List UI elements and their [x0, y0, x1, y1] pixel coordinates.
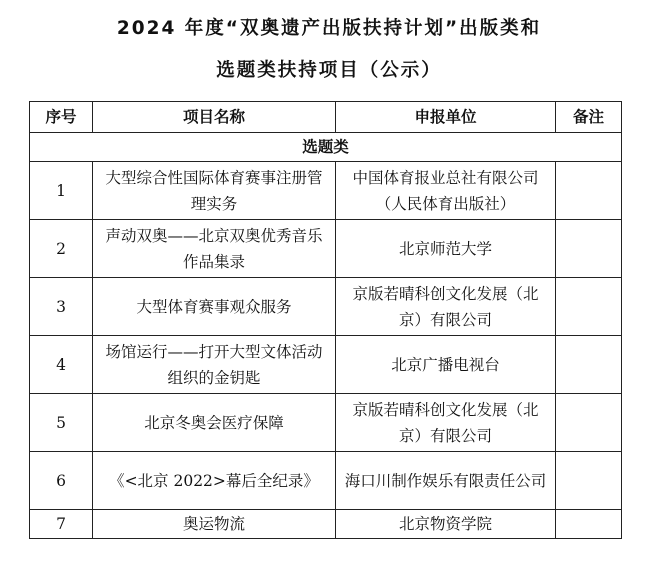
header-remarks: 备注	[556, 102, 622, 133]
table-row	[30, 394, 622, 452]
row-project-name: 声动双奥——北京双奥优秀音乐作品集录	[93, 220, 336, 278]
row-remarks	[556, 394, 622, 452]
document-title-line-2: 选题类扶持项目（公示）	[216, 60, 442, 81]
row-number: 6	[30, 452, 93, 510]
section-row	[30, 133, 622, 162]
row-number: 7	[30, 510, 93, 539]
row-remarks	[556, 162, 622, 220]
table-row	[30, 220, 622, 278]
row-applicant-unit: 北京物资学院	[336, 510, 556, 539]
header-applicant-unit: 申报单位	[336, 102, 556, 133]
row-remarks	[556, 220, 622, 278]
row-project-name: 场馆运行——打开大型文体活动组织的金钥匙	[93, 336, 336, 394]
row-remarks	[556, 278, 622, 336]
table-row	[30, 278, 622, 336]
row-number: 1	[30, 162, 93, 220]
row-number: 2	[30, 220, 93, 278]
section-label: 选题类	[30, 133, 622, 162]
row-applicant-unit: 京版若晴科创文化发展（北京）有限公司	[336, 278, 556, 336]
row-applicant-unit: 京版若晴科创文化发展（北京）有限公司	[336, 394, 556, 452]
row-remarks	[556, 452, 622, 510]
table-header-row	[30, 102, 622, 133]
row-applicant-unit: 中国体育报业总社有限公司（人民体育出版社）	[336, 162, 556, 220]
project-table	[29, 101, 622, 539]
row-applicant-unit: 海口川制作娱乐有限责任公司	[336, 452, 556, 510]
table-row	[30, 452, 622, 510]
table-row	[30, 510, 622, 539]
header-project-name: 项目名称	[93, 102, 336, 133]
row-number: 4	[30, 336, 93, 394]
row-project-name: 奥运物流	[93, 510, 336, 539]
row-number: 5	[30, 394, 93, 452]
row-applicant-unit: 北京师范大学	[336, 220, 556, 278]
header-serial-number: 序号	[30, 102, 93, 133]
document-title-line-1: 2024 年度“双奥遗产出版扶持计划”出版类和	[116, 18, 542, 39]
row-project-name: 《<北京 2022>幕后全纪录》	[93, 452, 336, 510]
row-remarks	[556, 336, 622, 394]
row-remarks	[556, 510, 622, 539]
table-row	[30, 336, 622, 394]
table-row	[30, 162, 622, 220]
row-project-name: 大型体育赛事观众服务	[93, 278, 336, 336]
row-project-name: 大型综合性国际体育赛事注册管理实务	[93, 162, 336, 220]
row-number: 3	[30, 278, 93, 336]
row-applicant-unit: 北京广播电视台	[336, 336, 556, 394]
row-project-name: 北京冬奥会医疗保障	[93, 394, 336, 452]
